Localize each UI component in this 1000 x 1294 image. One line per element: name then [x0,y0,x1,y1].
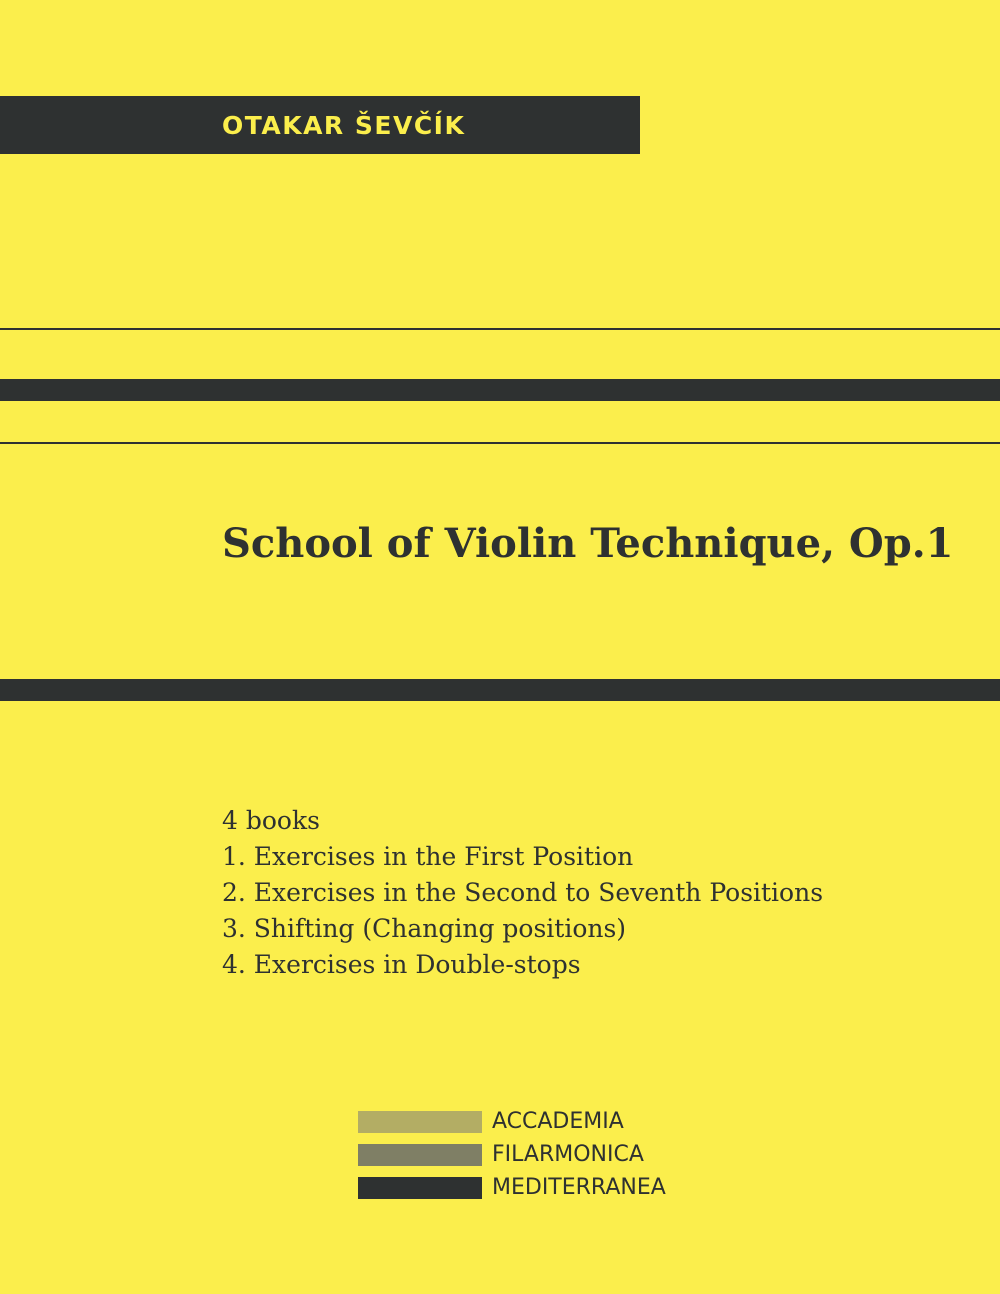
book-title: School of Violin Technique, Op.1 [222,520,954,567]
divider-thick-top [0,379,1000,401]
contents-list [222,803,823,983]
publisher-logo-bar-light [358,1111,482,1133]
author-name: OTAKAR ŠEVČÍK [222,111,466,140]
divider-thick-bottom [0,679,1000,701]
divider-thin-top [0,328,1000,330]
contents-item: 4 books [222,806,320,835]
contents-item: 4. Exercises in Double-stops [222,950,581,979]
contents-item: 1. Exercises in the First Position [222,842,634,871]
publisher-logo-bar-mid [358,1144,482,1166]
publisher-name-line: ACCADEMIA [492,1109,624,1134]
publisher-name-line: FILARMONICA [492,1142,644,1167]
publisher-name-line: MEDITERRANEA [492,1175,666,1200]
divider-thin-bottom [0,442,1000,444]
contents-item: 3. Shifting (Changing positions) [222,914,627,943]
publisher-logo-bar-dark [358,1177,482,1199]
contents-item: 2. Exercises in the Second to Seventh Positions [222,878,824,907]
